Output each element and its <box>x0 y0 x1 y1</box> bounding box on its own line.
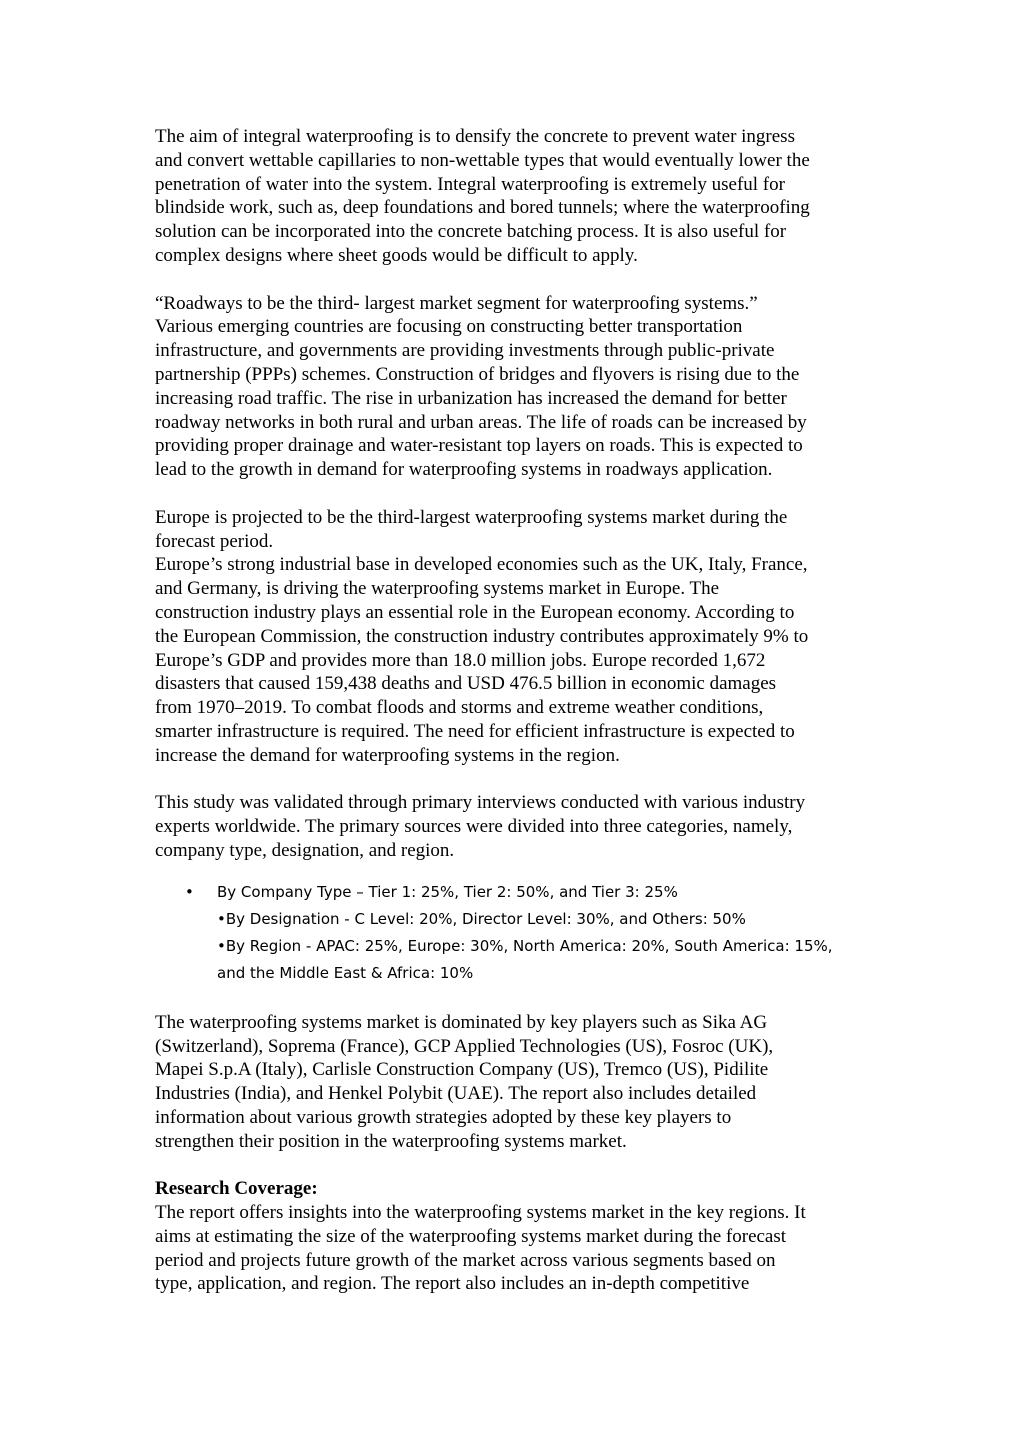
list-item-text: By Company Type – Tier 1: 25%, Tier 2: 50%, and Tier 3: 25% <box>217 882 678 901</box>
text-line: period and projects future growth of the market across various segments based on <box>155 1249 776 1271</box>
paragraph-roadways <box>155 292 875 482</box>
text-line: smarter infrastructure is required. The need for efficient infrastructure is expected to <box>155 720 795 742</box>
list-item <box>155 879 875 906</box>
text-line: blindside work, such as, deep foundations and bored tunnels; where the waterproofing <box>155 197 810 219</box>
text-line: roadway networks in both rural and urban areas. The life of roads can be increased by <box>155 411 807 433</box>
text-line: and Germany, is driving the waterproofing systems market in Europe. The <box>155 578 720 600</box>
text-line: increasing road traffic. The rise in urbanization has increased the demand for better <box>155 387 787 409</box>
section-heading: Research Coverage: <box>155 1178 318 1200</box>
paragraph-study-validation <box>155 791 875 862</box>
text-line: from 1970–2019. To combat floods and storms and extreme weather conditions, <box>155 697 764 719</box>
text-line: The waterproofing systems market is dominated by key players such as Sika AG <box>155 1011 768 1033</box>
text-line: Europe’s GDP and provides more than 18.0 million jobs. Europe recorded 1,672 <box>155 649 766 671</box>
text-line: disasters that caused 159,438 deaths and USD 476.5 billion in economic damages <box>155 673 777 695</box>
paragraph-research-coverage <box>155 1177 875 1296</box>
paragraph-integral-waterproofing <box>155 125 875 268</box>
text-line: experts worldwide. The primary sources were divided into three categories, namely, <box>155 816 793 838</box>
text-line: The report offers insights into the waterproofing systems market in the key regions. It <box>155 1202 806 1224</box>
text-line: providing proper drainage and water-resistant top layers on roads. This is expected to <box>155 435 803 457</box>
text-line: penetration of water into the system. Integral waterproofing is extremely useful for <box>155 173 785 195</box>
text-line: information about various growth strategies adopted by these key players to <box>155 1106 732 1128</box>
text-line: infrastructure, and governments are providing investments through public-private <box>155 340 775 362</box>
text-line: The aim of integral waterproofing is to densify the concrete to prevent water ingress <box>155 126 795 147</box>
text-line: Europe’s strong industrial base in developed economies such as the UK, Italy, France, <box>155 554 808 576</box>
text-line: the European Commission, the construction industry contributes approximately 9% to <box>155 625 809 647</box>
text-line: “Roadways to be the third- largest market segment for waterproofing systems.” <box>155 292 758 314</box>
text-line: partnership (PPPs) schemes. Construction of bridges and flyovers is rising due to the <box>155 363 800 385</box>
bullet-icon: • <box>185 882 194 901</box>
text-line: type, application, and region. The report also includes an in-depth competitive <box>155 1273 750 1295</box>
text-line: Various emerging countries are focusing on constructing better transportation <box>155 316 743 338</box>
text-line: This study was validated through primary interviews conducted with various industry <box>155 792 806 814</box>
document-page <box>155 125 875 1320</box>
text-line: Europe is projected to be the third-largest waterproofing systems market during the <box>155 506 788 528</box>
list-item: •By Designation - C Level: 20%, Director Level: 30%, and Others: 50% <box>217 909 746 928</box>
text-line: company type, designation, and region. <box>155 839 455 861</box>
text-line: lead to the growth in demand for waterproofing systems in roadways application. <box>155 459 773 481</box>
text-line: (Switzerland), Soprema (France), GCP Applied Technologies (US), Fosroc (UK), <box>155 1035 774 1057</box>
list-item: and the Middle East & Africa: 10% <box>217 963 474 982</box>
text-line: Mapei S.p.A (Italy), Carlisle Construction Company (US), Tremco (US), Pidilite <box>155 1059 769 1081</box>
text-line: construction industry plays an essential role in the European economy. According to <box>155 601 795 623</box>
text-line: complex designs where sheet goods would be difficult to apply. <box>155 244 638 266</box>
text-line: aims at estimating the size of the waterproofing systems market during the forecast <box>155 1225 787 1247</box>
list-item: •By Region - APAC: 25%, Europe: 30%, North America: 20%, South America: 15%, <box>217 936 833 955</box>
text-line: strengthen their position in the waterproofing systems market. <box>155 1130 627 1152</box>
text-line: solution can be incorporated into the concrete batching process. It is also useful for <box>155 221 787 243</box>
text-line: increase the demand for waterproofing systems in the region. <box>155 744 620 766</box>
paragraph-key-players <box>155 1011 875 1154</box>
text-line: forecast period. <box>155 530 274 552</box>
text-line: and convert wettable capillaries to non-wettable types that would eventually lower the <box>155 149 810 171</box>
text-line: Industries (India), and Henkel Polybit (UAE). The report also includes detailed <box>155 1083 757 1105</box>
primary-sources-list <box>155 879 875 987</box>
paragraph-europe <box>155 506 875 768</box>
